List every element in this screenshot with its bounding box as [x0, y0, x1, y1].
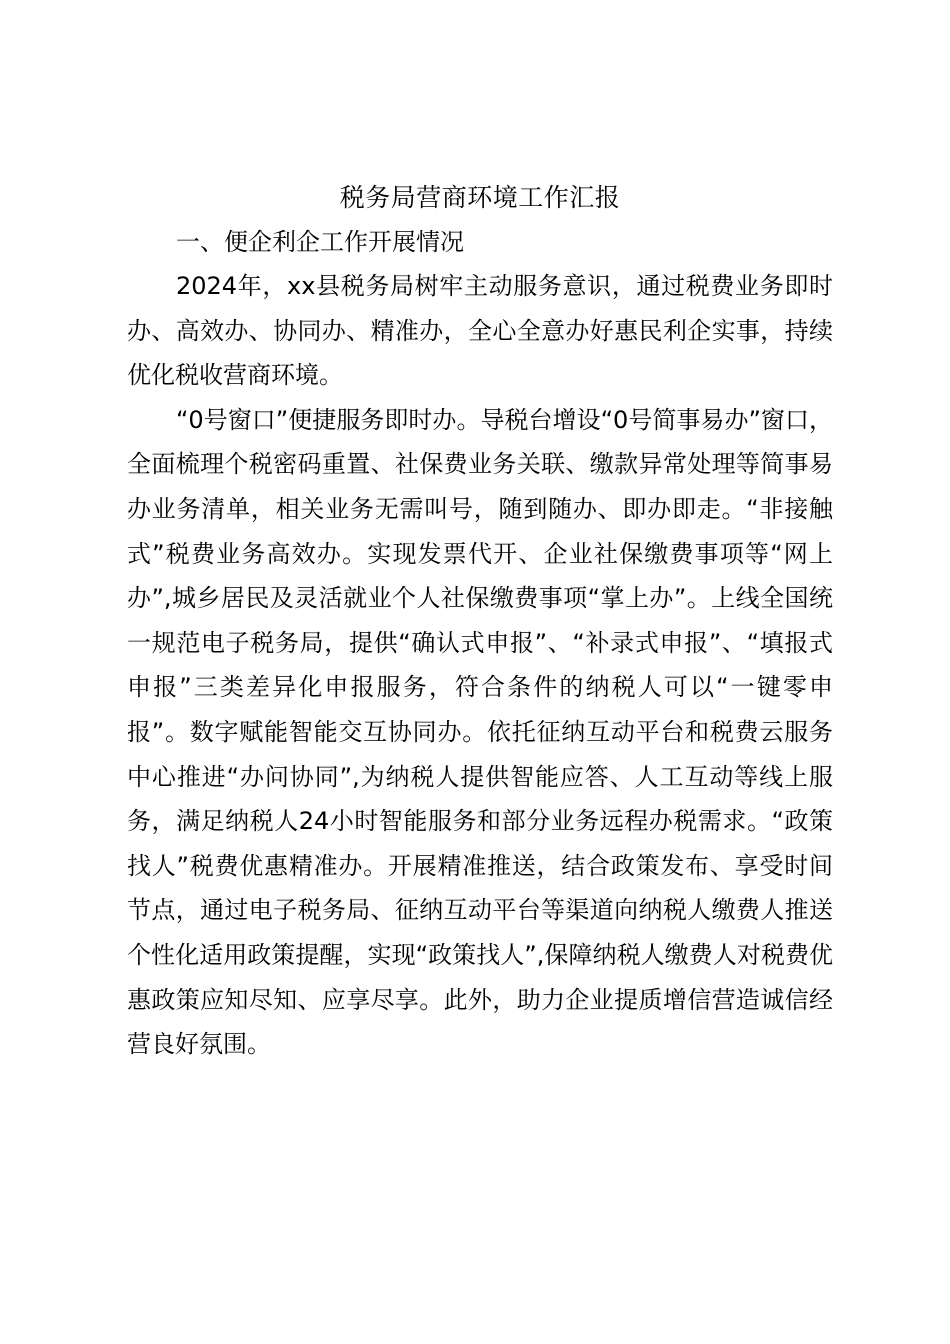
paragraph-measures: “0号窗口”便捷服务即时办。导税台增设“0号简事易办”窗口，全面梳理个税密码重置、社保费业务关联、缴款异常处理等简事易办业务清单，相关业务无需叫号，随到随办、即办即走。“非接触式”税费业务高效办。实现发票代开、企业社保缴费事项等“网上办”,城乡居民及灵活就业个人社保缴费事项“掌上办”。上线全国统一规范电子税务局，提供“确认式申报”、“补录式申报”、“填报式申报”三类差异化申报服务，符合条件的纳税人可以“一键零申报”。数字赋能智能交互协同办。依托征纳互动平台和税费云服务中心推进“办问协同”,为纳税人提供智能应答、人工互动等线上服务，满足纳税人24小时智能服务和部分业务远程办税需求。“政策找人”税费优惠精准办。开展精准推送，结合政策发布、享受时间节点，通过电子税务局、征纳互动平台等渠道向纳税人缴费人推送个性化适用政策提醒，实现“政策找人”,保障纳税人缴费人对税费优惠政策应知尽知、应享尽享。此外，助力企业提质增信营造诚信经营良好氛围。: [127, 405, 833, 1059]
paragraph-intro: 2024年，xx县税务局树牢主动服务意识，通过税费业务即时办、高效办、协同办、精准办，全心全意办好惠民利企实事，持续优化税收营商环境。: [127, 272, 833, 390]
document-title: 税务局营商环境工作汇报: [339, 183, 621, 212]
document-body: [127, 176, 833, 1067]
section-heading: 一、便企利企工作开展情况: [176, 228, 464, 256]
